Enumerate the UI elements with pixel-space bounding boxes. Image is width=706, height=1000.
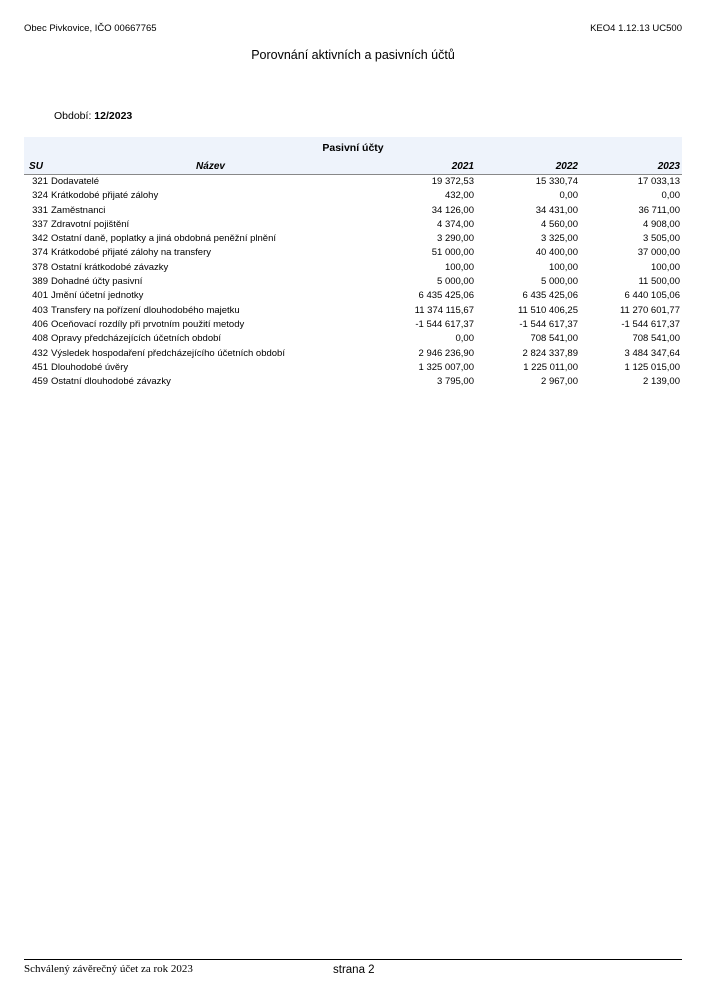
page-title: Porovnání aktivních a pasivních účtů — [251, 48, 455, 62]
row-name: Krátkodobé přijaté zálohy na transfery — [51, 247, 212, 259]
row-name: Jmění účetní jednotky — [51, 290, 144, 302]
table-row — [24, 204, 682, 218]
row-value-2023: 2 139,00 — [643, 376, 680, 388]
row-value-2021: 6 435 425,06 — [418, 290, 474, 302]
table-row — [24, 246, 682, 260]
row-name: Výsledek hospodaření předcházejícího účetních období — [51, 347, 285, 359]
row-name: Dlouhodobé úvěry — [51, 361, 129, 373]
row-value-2022: 6 435 425,06 — [522, 290, 578, 302]
table-row — [24, 332, 682, 346]
row-value-2023: 3 505,00 — [643, 233, 680, 245]
table-row — [24, 361, 682, 375]
row-value-2023: 100,00 — [650, 261, 680, 273]
row-name: Zdravotní pojištění — [51, 218, 130, 230]
row-value-2023: 708 541,00 — [632, 333, 680, 345]
row-su: 432 — [32, 347, 48, 359]
row-value-2022: 15 330,74 — [535, 176, 578, 187]
row-value-2021: 3 795,00 — [437, 376, 474, 388]
row-value-2021: 51 000,00 — [431, 247, 474, 259]
row-value-2022: -1 544 617,37 — [519, 318, 578, 330]
table-body — [24, 175, 682, 389]
page-number: strana 2 — [333, 964, 375, 976]
row-value-2022: 11 510 406,25 — [517, 304, 578, 316]
column-2021: 2021 — [451, 161, 474, 172]
software-version: KEO4 1.12.13 UC500 — [590, 23, 682, 34]
table-row — [24, 304, 682, 318]
row-value-2021: 2 946 236,90 — [418, 347, 474, 359]
row-su: 451 — [32, 361, 48, 373]
row-value-2023: -1 544 617,37 — [621, 318, 680, 330]
row-su: 337 — [32, 218, 48, 230]
row-su: 389 — [32, 276, 48, 288]
table-title: Pasivní účty — [322, 142, 384, 154]
row-value-2022: 3 325,00 — [541, 233, 578, 245]
row-su: 401 — [32, 290, 48, 302]
table-row — [24, 189, 682, 203]
passive-accounts-table — [24, 137, 682, 389]
row-value-2023: 36 711,00 — [638, 204, 680, 216]
row-name: Dodavatelé — [51, 176, 100, 187]
row-name: Opravy předcházejících účetních období — [51, 333, 222, 345]
row-value-2021: 4 374,00 — [437, 218, 474, 230]
table-row — [24, 347, 682, 361]
row-value-2021: 432,00 — [444, 190, 474, 202]
row-value-2023: 17 033,13 — [637, 176, 680, 187]
row-su: 342 — [32, 233, 48, 245]
row-value-2022: 2 967,00 — [541, 376, 578, 388]
organization-header: Obec Pivkovice, IČO 00667765 — [24, 23, 157, 34]
row-su: 321 — [32, 176, 48, 187]
row-name: Oceňovací rozdíly při prvotním použití metody — [51, 318, 245, 330]
table-row — [24, 275, 682, 289]
table-header — [24, 137, 682, 175]
table-row — [24, 318, 682, 332]
period-line — [54, 110, 132, 122]
row-su: 406 — [32, 318, 48, 330]
row-su: 378 — [32, 261, 48, 273]
row-value-2023: 3 484 347,64 — [624, 347, 680, 359]
column-su: SU — [29, 161, 43, 172]
row-name: Dohadné účty pasivní — [51, 276, 143, 288]
row-value-2021: 0,00 — [455, 333, 474, 345]
row-name: Zaměstnanci — [51, 204, 106, 216]
column-headers — [24, 159, 682, 174]
row-value-2023: 0,00 — [661, 190, 680, 202]
row-name: Ostatní dlouhodobé závazky — [51, 376, 171, 388]
row-value-2023: 11 500,00 — [638, 276, 680, 288]
row-name: Transfery na pořízení dlouhodobého majetku — [51, 304, 240, 316]
row-value-2022: 708 541,00 — [530, 333, 578, 345]
row-value-2022: 4 560,00 — [541, 218, 578, 230]
row-value-2022: 2 824 337,89 — [522, 347, 578, 359]
row-su: 331 — [32, 204, 48, 216]
row-name: Ostatní daně, poplatky a jiná obdobná peněžní plnění — [51, 233, 277, 245]
table-row — [24, 289, 682, 303]
row-value-2021: 11 374 115,67 — [414, 304, 474, 316]
row-value-2023: 4 908,00 — [643, 218, 680, 230]
row-value-2022: 100,00 — [548, 261, 578, 273]
row-name: Ostatní krátkodobé závazky — [51, 261, 169, 273]
row-value-2023: 37 000,00 — [637, 247, 680, 259]
row-value-2022: 1 225 011,00 — [523, 361, 578, 373]
row-value-2022: 40 400,00 — [535, 247, 578, 259]
period-value: 12/2023 — [94, 110, 133, 122]
row-value-2021: 1 325 007,00 — [418, 361, 474, 373]
row-value-2022: 34 431,00 — [535, 204, 578, 216]
row-value-2022: 0,00 — [559, 190, 578, 202]
row-su: 324 — [32, 190, 48, 202]
column-name: Název — [196, 161, 225, 172]
row-value-2021: 19 372,53 — [431, 176, 474, 187]
footer-caption: Schválený závěrečný účet za rok 2023 — [24, 963, 193, 975]
row-value-2023: 11 270 601,77 — [619, 304, 680, 316]
row-value-2021: -1 544 617,37 — [415, 318, 474, 330]
row-su: 403 — [32, 304, 48, 316]
period-label: Období: — [54, 110, 92, 122]
row-value-2022: 5 000,00 — [541, 276, 578, 288]
row-value-2023: 6 440 105,06 — [624, 290, 680, 302]
footer-divider — [24, 959, 682, 960]
row-su: 374 — [32, 247, 48, 259]
row-value-2021: 5 000,00 — [437, 276, 474, 288]
table-row — [24, 218, 682, 232]
column-2022: 2022 — [555, 161, 578, 172]
column-2023: 2023 — [657, 161, 680, 172]
table-row — [24, 375, 682, 389]
row-value-2021: 34 126,00 — [431, 204, 474, 216]
row-su: 408 — [32, 333, 48, 345]
row-name: Krátkodobé přijaté zálohy — [51, 190, 159, 202]
row-value-2021: 100,00 — [444, 261, 474, 273]
table-row — [24, 175, 682, 189]
table-row — [24, 261, 682, 275]
row-su: 459 — [32, 376, 48, 388]
table-row — [24, 232, 682, 246]
row-value-2023: 1 125 015,00 — [624, 361, 680, 373]
row-value-2021: 3 290,00 — [437, 233, 474, 245]
